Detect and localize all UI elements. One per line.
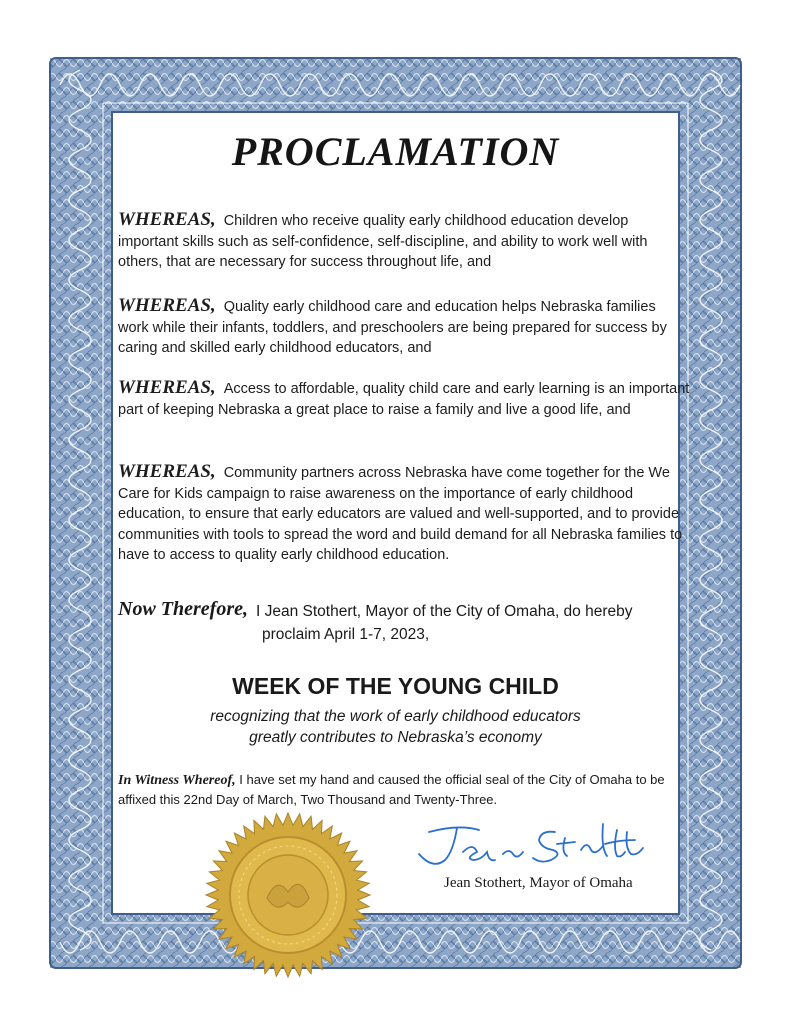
signature-name: Jean Stothert, Mayor of Omaha: [444, 875, 633, 891]
whereas-text: Community partners across Nebraska have come together for the We Care for Kids campaign to raise awareness on the importance of early childhood education, to ensure that early educators are valued and well-supported, and to provide communities with tools to spread the word and build demand for all Nebraska families to have to access to quality early childhood education.: [118, 465, 683, 563]
signature-icon: [405, 818, 655, 878]
whereas-paragraph-1: [118, 210, 690, 273]
official-seal-icon: [203, 810, 373, 980]
witness-lead: In Witness Whereof,: [118, 773, 236, 788]
whereas-paragraph-2: [118, 296, 690, 359]
week-title: WEEK OF THE YOUNG CHILD: [232, 673, 559, 699]
whereas-lead: WHEREAS,: [118, 295, 216, 316]
whereas-text: Access to affordable, quality child care and early learning is an important part of keeping Nebraska a great place to raise a family and live a good life, and: [118, 381, 690, 418]
witness-paragraph: [118, 770, 692, 809]
whereas-paragraph-4: [118, 462, 690, 566]
whereas-text: Children who receive quality early childhood education develop important skills such as self-confidence, self-discipline, and ability to work well with others, that are necessary for success throughout life, and: [118, 213, 648, 270]
whereas-lead: WHEREAS,: [118, 461, 216, 482]
whereas-lead: WHEREAS,: [118, 209, 216, 230]
therefore-text: [256, 600, 676, 646]
whereas-paragraph-3: [118, 378, 690, 420]
witness-text: I have set my hand and caused the official seal of the City of Omaha to be affixed this 22nd Day of March, Two Thousand and Twenty-Three.: [118, 772, 665, 807]
therefore-line-1: I Jean Stothert, Mayor of the City of Omaha, do hereby: [256, 603, 633, 620]
page-title: PROCLAMATION: [231, 129, 560, 174]
whereas-lead: WHEREAS,: [118, 377, 216, 398]
therefore-line-2: proclaim April 1-7, 2023,: [262, 626, 430, 643]
whereas-text: Quality early childhood care and education helps Nebraska families work while their infants, toddlers, and preschoolers are being prepared for success by caring and skilled early childhood educators, and: [118, 299, 667, 356]
week-subtitle: recognizing that the work of early childhood educators greatly contributes to Nebraska’s economy: [210, 708, 581, 746]
therefore-lead: Now Therefore,: [118, 598, 248, 620]
